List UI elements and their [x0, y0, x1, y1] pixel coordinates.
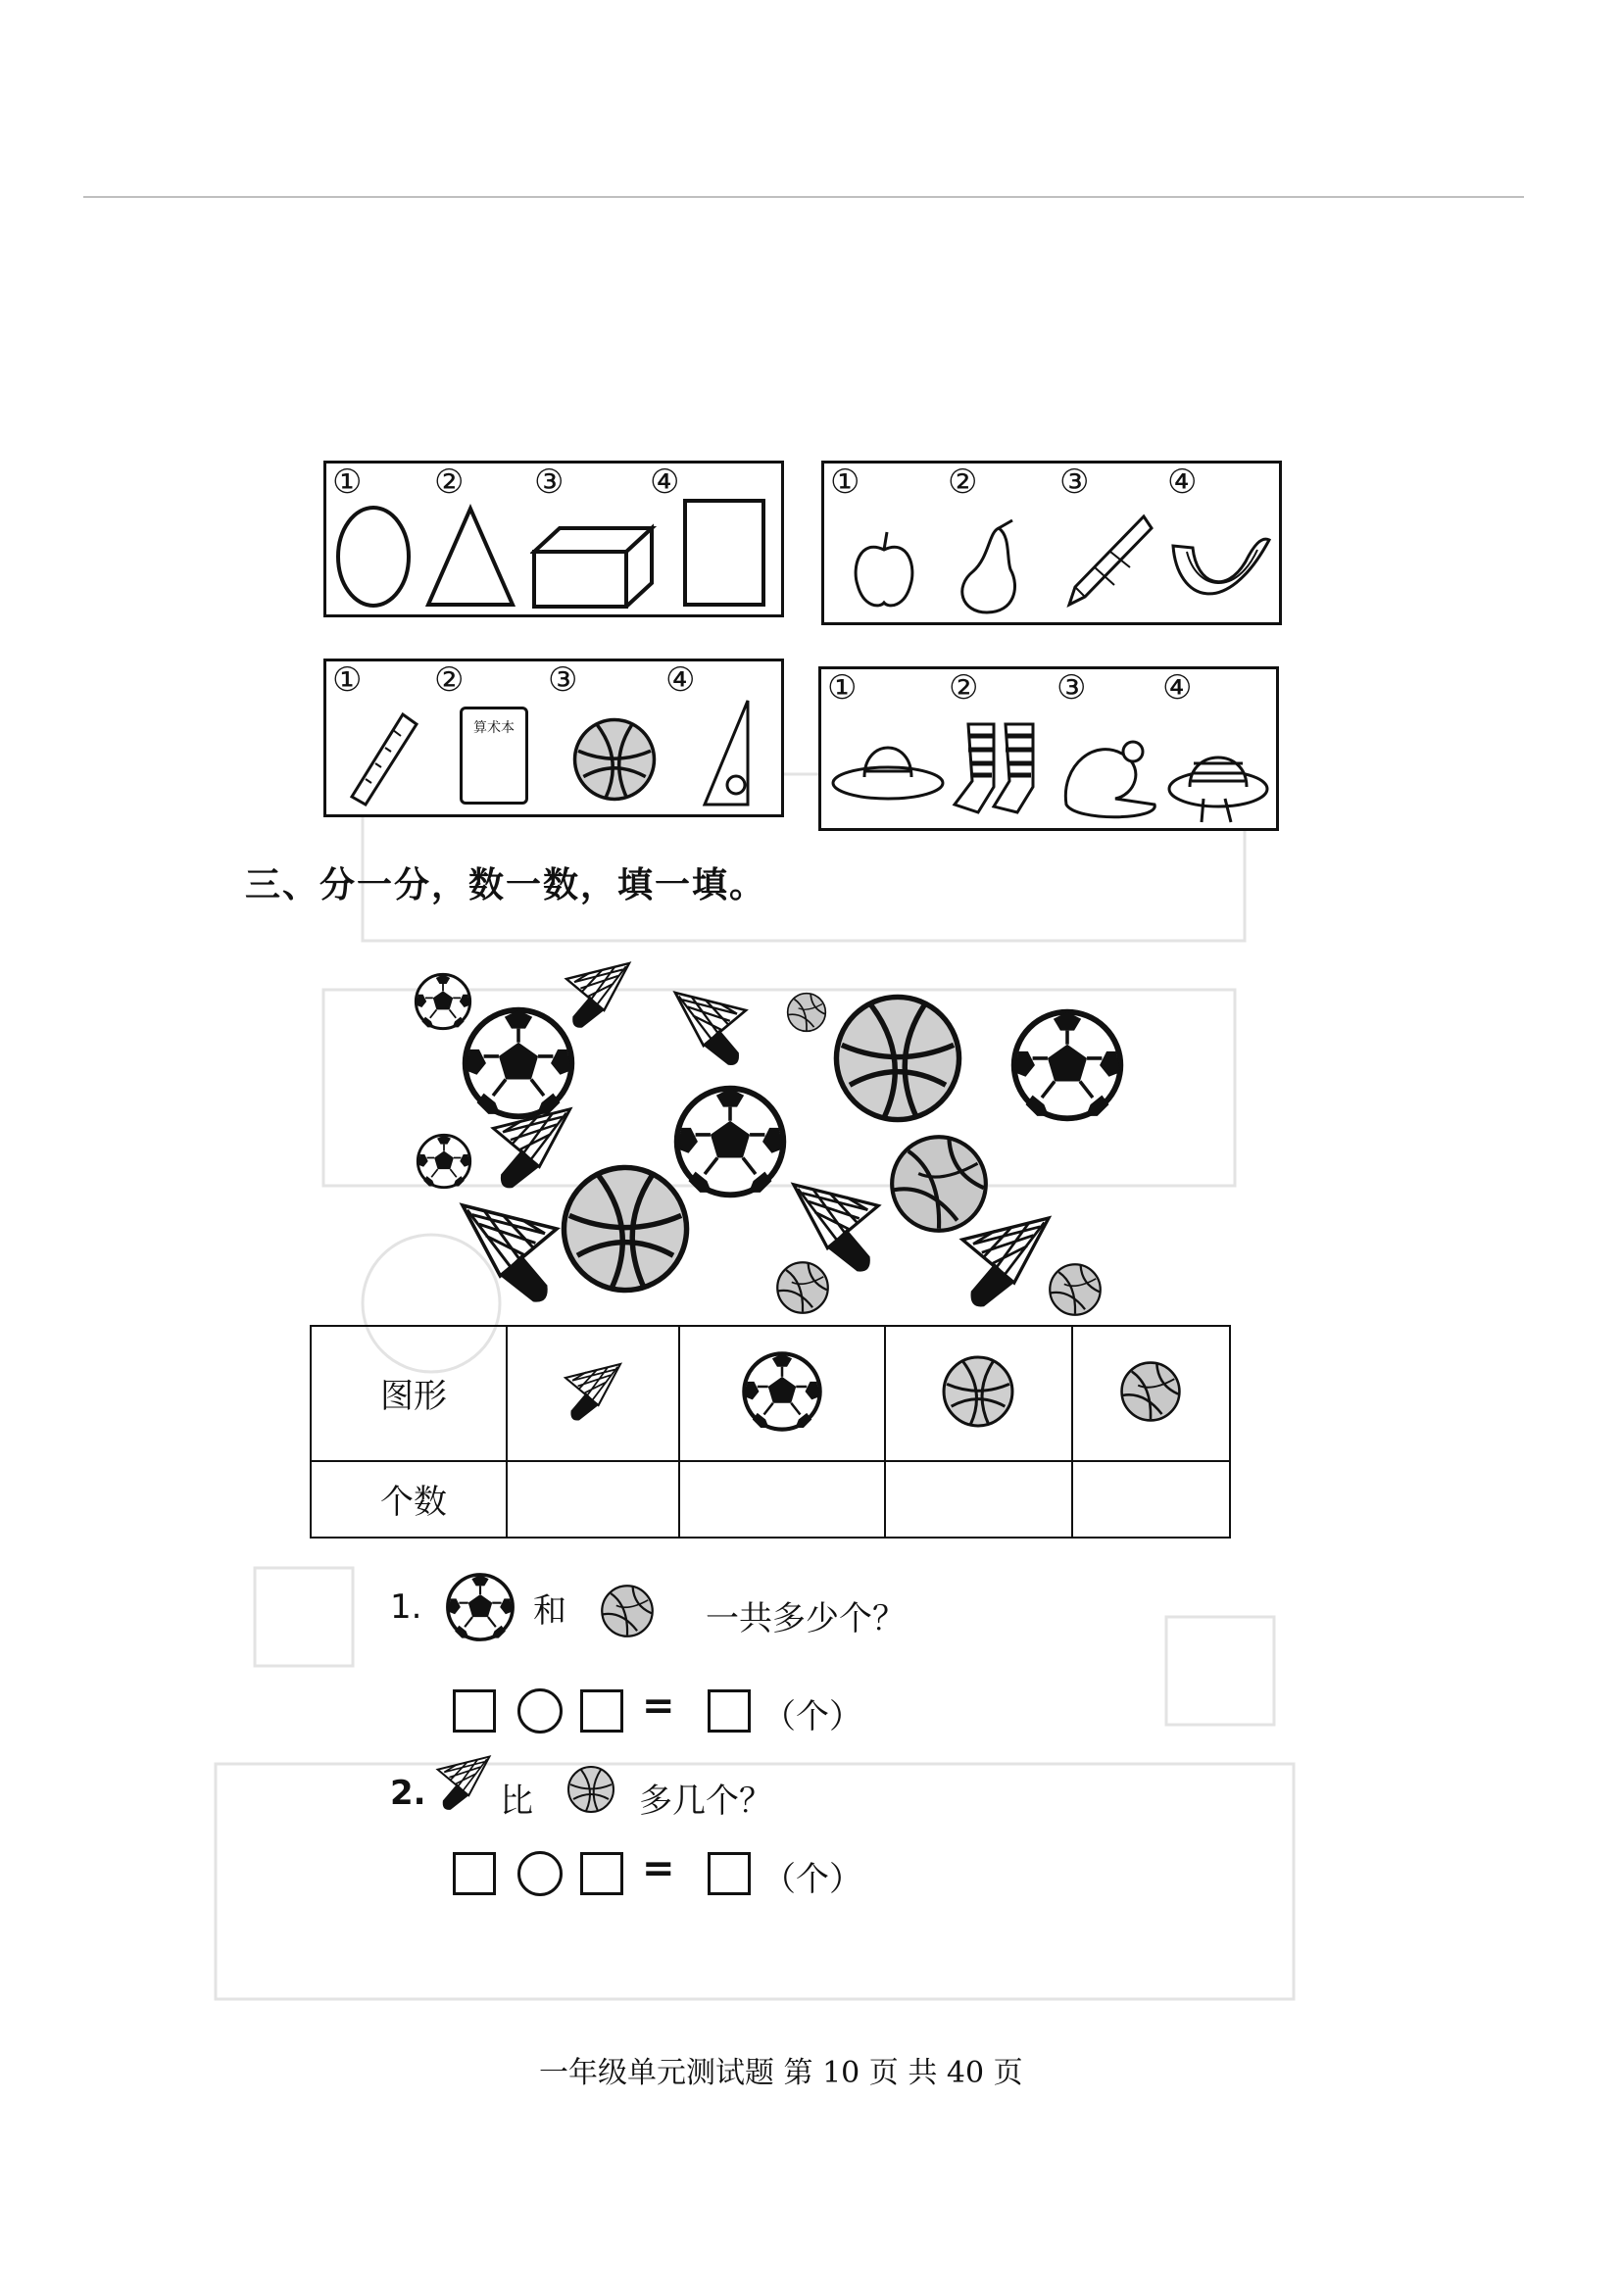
- label-4: ④: [1162, 668, 1193, 708]
- label-2: ②: [949, 668, 979, 708]
- operator-circle-1[interactable]: [517, 1688, 563, 1734]
- basketball-icon: [566, 1760, 615, 1819]
- soccer-ball-icon: [1009, 1007, 1125, 1123]
- objects-box-top-right: [821, 461, 1282, 625]
- volleyball-cell: [1072, 1326, 1230, 1461]
- shuttlecock-icon: [431, 1744, 496, 1821]
- count-soccer-input[interactable]: [679, 1461, 885, 1538]
- basketball-icon: [941, 1354, 1015, 1429]
- cuboid-icon: [530, 522, 658, 611]
- label-3: ③: [1056, 668, 1087, 708]
- socks-icon: [949, 718, 1047, 826]
- question-1-text: 一共多少个？: [706, 1599, 906, 1638]
- shapes-box-top-left: [323, 461, 784, 617]
- notebook-label: 算术本: [473, 720, 515, 736]
- volleyball-icon: [786, 974, 827, 1050]
- ruler-icon: [342, 707, 420, 808]
- question-2-text: 多几个？: [639, 1782, 772, 1821]
- shuttlecock-icon: [451, 1194, 568, 1311]
- count-table: [310, 1325, 1231, 1539]
- soccer-ball-icon: [741, 1350, 823, 1433]
- pear-icon: [950, 518, 1023, 616]
- label-1: ①: [830, 463, 860, 502]
- label-3: ③: [548, 660, 578, 700]
- question-1-number: 1.: [390, 1588, 422, 1627]
- soccer-ball-icon: [445, 1572, 516, 1642]
- answer-box-2b[interactable]: [580, 1852, 623, 1895]
- label-3: ③: [1059, 463, 1090, 502]
- set-square-icon: [699, 697, 767, 812]
- basketball-cell: [885, 1326, 1072, 1461]
- straw-hat-icon: [1164, 728, 1272, 826]
- label-2: ②: [948, 463, 978, 502]
- label-1: ①: [332, 463, 363, 502]
- answer-box-1c[interactable]: [708, 1689, 751, 1733]
- shuttlecock-icon: [559, 951, 637, 1039]
- basketball-icon: [549, 1162, 702, 1295]
- rectangle-icon: [681, 497, 769, 611]
- question-2-number: 2.: [390, 1774, 426, 1813]
- equals-sign-2: =: [642, 1846, 675, 1891]
- label-2: ②: [434, 660, 465, 700]
- label-2: ②: [434, 463, 465, 502]
- basketball-icon: [571, 714, 660, 806]
- unit-label-2: （个）: [762, 1860, 862, 1899]
- cap-icon: [1056, 726, 1164, 824]
- question-1-and: 和: [533, 1591, 566, 1631]
- answer-box-1a[interactable]: [453, 1689, 496, 1733]
- objects-box-bottom-right: [818, 666, 1279, 831]
- volleyball-icon: [588, 1584, 666, 1638]
- row-label-counts: 个数: [311, 1461, 507, 1538]
- label-4: ④: [665, 660, 696, 700]
- triangle-icon: [424, 503, 517, 611]
- shuttlecock-icon: [559, 1352, 627, 1431]
- hat-icon: [829, 728, 947, 816]
- question-2-than: 比: [500, 1782, 533, 1821]
- label-1: ①: [827, 668, 858, 708]
- count-shuttlecock-input[interactable]: [507, 1461, 679, 1538]
- shuttlecock-cell: [507, 1326, 679, 1461]
- count-volleyball-input[interactable]: [1072, 1461, 1230, 1538]
- basketball-icon: [831, 992, 964, 1125]
- objects-box-bottom-left: [323, 659, 784, 817]
- page-footer: 一年级单元测试题 第 10 页 共 40 页: [539, 2056, 1023, 2090]
- table-row-shapes: [311, 1326, 1230, 1461]
- count-basketball-input[interactable]: [885, 1461, 1072, 1538]
- volleyball-icon: [1119, 1358, 1182, 1425]
- pencil-icon: [1056, 507, 1154, 614]
- soccer-ball-cell: [679, 1326, 885, 1461]
- equals-sign-1: =: [642, 1684, 675, 1729]
- banana-icon: [1167, 522, 1275, 620]
- circle-icon: [334, 503, 413, 611]
- label-4: ④: [650, 463, 680, 502]
- row-label-shapes: 图形: [311, 1326, 507, 1461]
- shuttlecock-icon: [647, 984, 774, 1072]
- volleyball-icon: [1045, 1262, 1105, 1317]
- label-1: ①: [332, 660, 363, 700]
- answer-box-2a[interactable]: [453, 1852, 496, 1895]
- section-3-heading: 三、分一分，数一数，填一填。: [245, 865, 767, 905]
- unit-label-1: （个）: [762, 1697, 862, 1736]
- operator-circle-2[interactable]: [517, 1851, 563, 1896]
- label-4: ④: [1167, 463, 1198, 502]
- soccer-ball-icon: [416, 1117, 472, 1205]
- notebook-icon: [460, 707, 528, 805]
- table-row-counts: [311, 1461, 1230, 1538]
- answer-box-2c[interactable]: [708, 1852, 751, 1895]
- answer-box-1b[interactable]: [580, 1689, 623, 1733]
- label-3: ③: [534, 463, 565, 502]
- apple-icon: [850, 528, 918, 611]
- volleyball-icon: [768, 1260, 837, 1315]
